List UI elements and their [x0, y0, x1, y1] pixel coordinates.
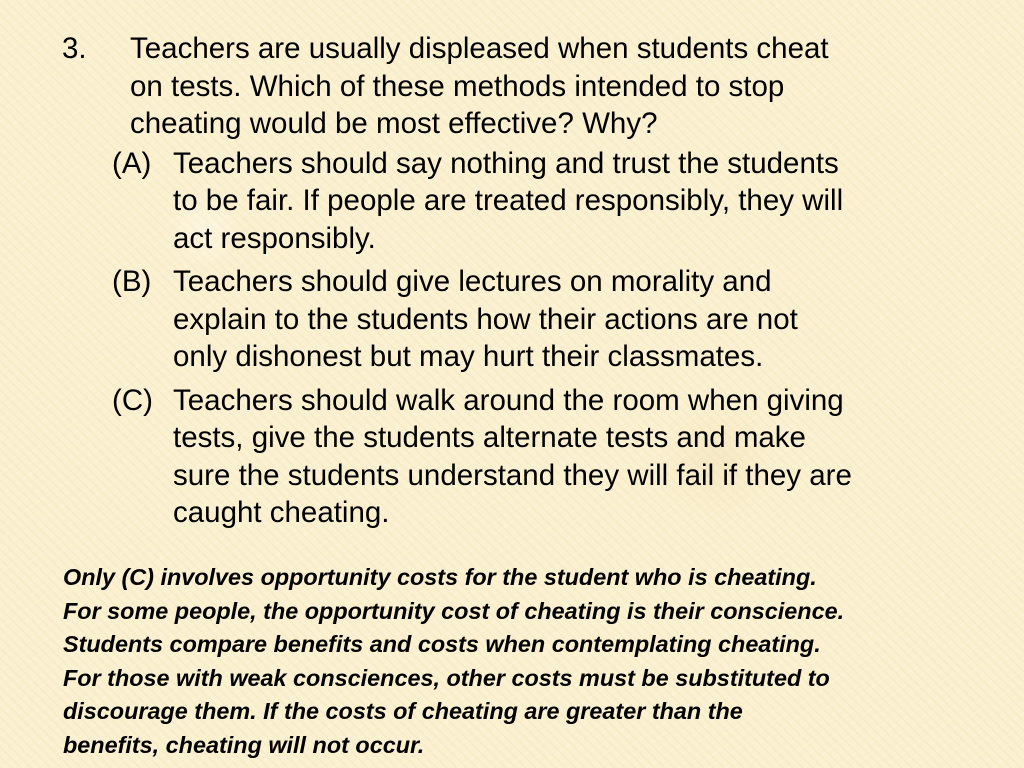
option-line: tests, give the students alternate tests and make — [173, 421, 806, 454]
question-stem — [62, 30, 982, 143]
question-line: Teachers are usually displeased when students cheat — [130, 32, 829, 65]
option-line: to be fair. If people are treated responsibly, they will — [173, 184, 844, 217]
answer-line: discourage them. If the costs of cheating are greater than the — [63, 698, 743, 725]
option-b — [112, 263, 982, 376]
option-text — [173, 382, 963, 532]
question-line: on tests. Which of these methods intended to stop — [130, 69, 785, 103]
option-letter: (B) — [112, 265, 152, 298]
answer-line: For those with weak consciences, other costs must be substituted to — [63, 664, 830, 691]
answer-line: For some people, the opportunity cost of cheating is their conscience. — [63, 597, 845, 624]
answer-explanation — [63, 561, 1018, 763]
option-text — [173, 145, 963, 258]
answer-line: benefits, cheating will not occur. — [63, 731, 425, 758]
option-line: Teachers should walk around the room when giving — [173, 383, 844, 417]
option-letter: (A) — [112, 146, 152, 180]
option-line: sure the students understand they will fail if they are — [173, 458, 852, 492]
option-line: Teachers should give lectures on morality and — [173, 265, 772, 298]
question-number: 3. — [62, 32, 87, 65]
question-line: cheating would be most effective? Why? — [130, 107, 658, 140]
option-text — [173, 263, 963, 376]
option-letter: (C) — [112, 383, 153, 417]
answer-line: Only (C) involves opportunity costs for the student who is cheating. — [63, 564, 817, 590]
answer-line: Students compare benefits and costs when contemplating cheating. — [63, 631, 821, 658]
option-c — [112, 382, 982, 532]
option-line: explain to the students how their actions are not — [173, 302, 798, 336]
option-a — [112, 145, 982, 258]
option-line: only dishonest but may hurt their classmates. — [173, 340, 764, 373]
option-line: caught cheating. — [173, 496, 390, 529]
option-line: Teachers should say nothing and trust the students — [173, 146, 839, 180]
option-line: act responsibly. — [173, 221, 376, 255]
question-block — [62, 30, 982, 538]
question-text — [130, 30, 950, 143]
answer-options — [62, 145, 982, 532]
